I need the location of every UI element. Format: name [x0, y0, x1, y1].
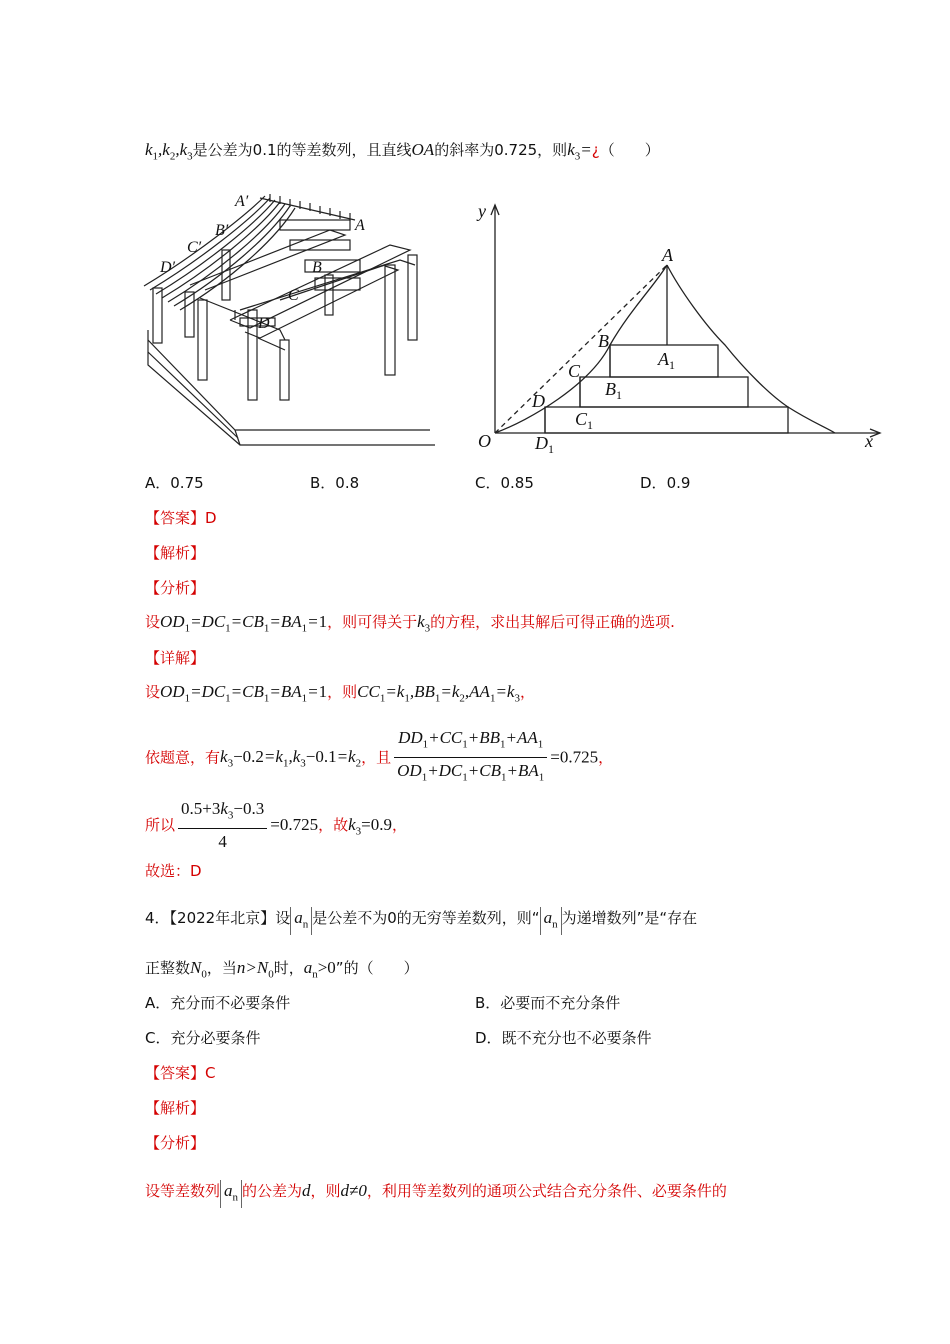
- label-a1: $A_1$: [658, 349, 675, 372]
- q4-option-d[interactable]: D．既不充分也不必要条件: [475, 1029, 652, 1047]
- q3-option-a[interactable]: A．0.75: [145, 474, 204, 492]
- label-point-b: B: [598, 331, 609, 351]
- roof-structure-figure: [140, 190, 440, 455]
- label-c-prime: C′: [187, 239, 202, 256]
- q4-options-row2: [145, 1027, 845, 1049]
- coordinate-figure: [470, 195, 890, 460]
- axis-label-y: y: [478, 201, 486, 221]
- label-d1: $D_1$: [535, 433, 554, 456]
- q3-stem: $k_1,k_2,k_3$是公差为0.1的等差数列，且直线OA的斜率为0.725，则$k_3=¿$（ ）: [145, 140, 660, 163]
- q4-options-row1: [145, 992, 845, 1014]
- label-point-d: D: [532, 391, 545, 411]
- q3-detail-2: 依题意，有$k_3-0.2=k_1,k_3-0.1=k_2$，且 $\frac{DD_1+CC_1+BB_1+AA_1}{OD_1+DC_1+CB_1+BA_1}$ =0.725，: [145, 728, 614, 784]
- label-a-prime: A′: [235, 193, 249, 210]
- label-d-prime: D′: [160, 259, 176, 276]
- q4-option-c[interactable]: C．充分必要条件: [145, 1029, 261, 1047]
- q4-option-a[interactable]: A．充分而不必要条件: [145, 994, 291, 1012]
- q3-detail-3: 所以 $\frac{0.5+3k_3-0.3}{4}$ =0.725，故$k_3=0.9$，: [145, 799, 408, 852]
- label-d: D: [258, 315, 270, 332]
- q4-fenxi-heading: 【分析】: [145, 1134, 206, 1152]
- q3-xiangjie-heading: 【详解】: [145, 649, 206, 667]
- q4-jiexi-heading: 【解析】: [145, 1099, 206, 1117]
- q4-stem-line2: 正整数$N_0$，当$n>N_0$时，$a_n>0$”的（ ）: [145, 958, 419, 981]
- label-c: C: [288, 287, 299, 304]
- label-point-a: A: [662, 245, 673, 265]
- q3-answer: 【答案】D: [145, 509, 217, 527]
- q3-detail-1: 设$OD_1=DC_1=CB_1=BA_1=1$，则$CC_1=k_1,BB_1=k_2,AA_1=k_3$，: [145, 682, 535, 705]
- q3-option-d[interactable]: D．0.9: [640, 474, 691, 492]
- q3-analysis: 设$OD_1=DC_1=CB_1=BA_1=1$，则可得关于$k_3$的方程，求出其解后可得正确的选项.: [145, 612, 675, 635]
- label-b: B: [312, 259, 322, 276]
- q3-option-c[interactable]: C．0.85: [475, 474, 534, 492]
- q3-conclusion: 故选：D: [145, 862, 202, 880]
- label-origin: O: [478, 431, 491, 451]
- q3-options: [145, 472, 845, 494]
- label-a: A: [355, 217, 365, 234]
- q3-seq: $k_1,k_2,k_3$: [145, 140, 193, 163]
- q3-target: $k_3=$: [567, 140, 592, 163]
- q4-option-b[interactable]: B．必要而不充分条件: [475, 994, 621, 1012]
- q3-fenxi-heading: 【分析】: [145, 579, 206, 597]
- label-point-c: C: [568, 361, 581, 381]
- label-b-prime: B′: [215, 222, 229, 239]
- q3-option-b[interactable]: B．0.8: [310, 474, 360, 492]
- q4-analysis: 设等差数列 $a_n$ 的公差为d，则d≠0，利用等差数列的通项公式结合充分条件、必要条件的: [145, 1180, 727, 1208]
- label-c1: $C_1$: [575, 409, 594, 432]
- label-b1: $B_1$: [605, 379, 622, 402]
- q4-stem-line1: 4．【2022年北京】设 $a_n$ 是公差不为0的无穷等差数列，则“ $a_n$ 为递增数列”是“存在: [145, 907, 697, 935]
- axis-label-x: x: [865, 431, 873, 451]
- q3-jiexi-heading: 【解析】: [145, 544, 206, 562]
- q4-answer: 【答案】C: [145, 1064, 216, 1082]
